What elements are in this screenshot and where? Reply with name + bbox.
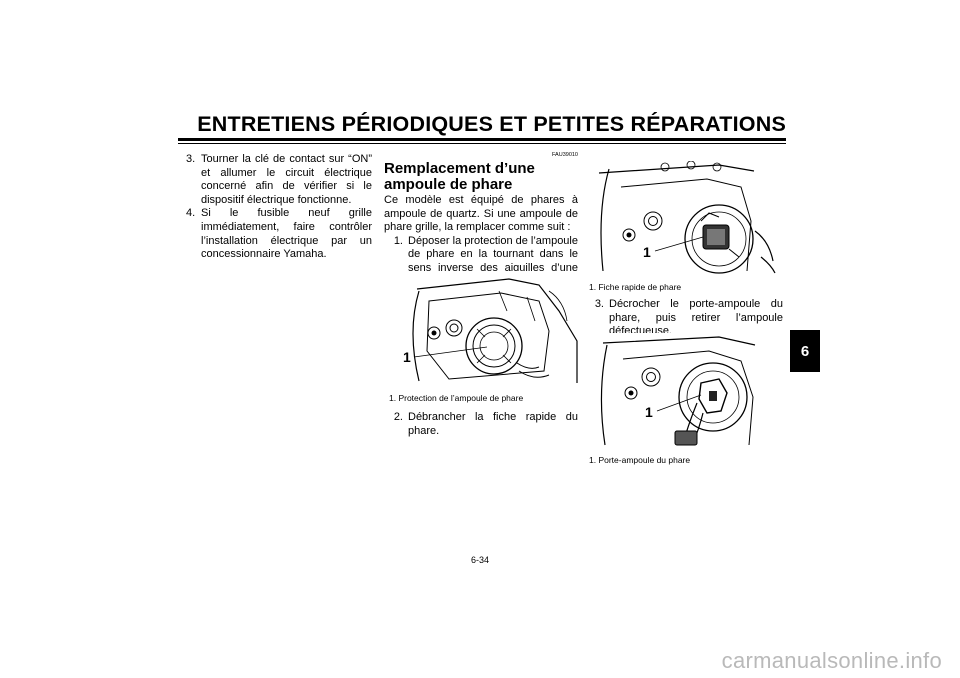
header-rule-thin xyxy=(178,143,786,144)
page-number: 6-34 xyxy=(470,555,489,565)
watermark-text: carmanualsonline.info xyxy=(721,648,942,673)
step-text: Déposer la protection de l’ampoule de phare en la tournant dans le sens inverse des aiguilles d’une montre. xyxy=(408,234,578,288)
page-header-title: ENTRETIENS PÉRIODIQUES ET PETITES RÉPARATIONS xyxy=(197,112,786,136)
step-2-block xyxy=(384,411,578,438)
step-number: 3. xyxy=(594,298,604,310)
step-2 xyxy=(384,411,578,438)
section-title: Remplacement d’une ampoule de phare xyxy=(384,160,535,193)
step-number: 2. xyxy=(393,411,403,423)
figure-quick-connector xyxy=(589,161,783,279)
item-text: Si le fusible neuf grille immédiatement, faire contrôler l’installation électrique par un concessionnaire Yamaha. xyxy=(201,207,372,261)
step-text: Décrocher le porte-ampoule du phare, puis retirer l’ampoule défectueuse. xyxy=(609,298,783,338)
step-text: Débrancher la fiche rapide du phare. xyxy=(408,411,578,437)
figure-callout: 1 xyxy=(643,244,651,260)
figure-caption: 1. Porte-ampoule du phare xyxy=(589,455,691,465)
section-code: FAU39010 xyxy=(552,152,578,158)
middle-column xyxy=(384,152,578,289)
item-number: 4. xyxy=(186,207,196,220)
header-rule-thick xyxy=(178,138,786,141)
item-number: 3. xyxy=(186,153,196,165)
figure-callout: 1 xyxy=(645,404,653,420)
list-item-3 xyxy=(186,153,372,207)
figure-callout: 1 xyxy=(403,349,411,365)
section-intro: Ce modèle est équipé de phares à ampoule de quartz. Si une ampoule de phare grille, la remplacer comme suit : xyxy=(384,194,578,234)
figure-caption: 1. Protection de l’ampoule de phare xyxy=(389,393,524,403)
figure-caption: 1. Fiche rapide de phare xyxy=(589,282,682,292)
figure-bulb-holder xyxy=(589,333,783,451)
figure-bulb-cover xyxy=(389,271,579,387)
left-column xyxy=(186,153,372,262)
step-number: 1. xyxy=(393,234,403,247)
list-item-4 xyxy=(186,207,372,261)
chapter-tab: 6 xyxy=(790,330,820,372)
item-text: Tourner la clé de contact sur “ON” et allumer le circuit électrique concerné afin de vérifier si le dispositif électrique fonctionne. xyxy=(201,153,372,206)
